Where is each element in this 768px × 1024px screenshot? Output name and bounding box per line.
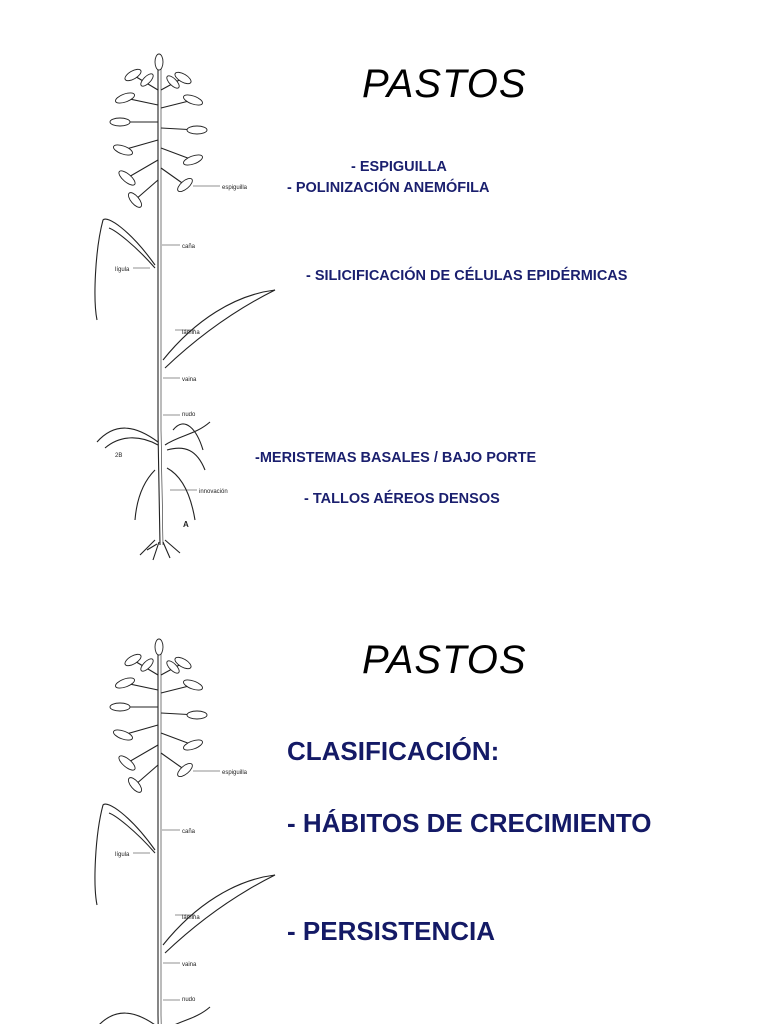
- label-cana: caña: [182, 244, 196, 250]
- grass-plant-illustration: [85, 635, 285, 1024]
- bullet-persistencia: - PERSISTENCIA: [287, 916, 496, 946]
- label-lamina: lámina: [182, 915, 200, 921]
- label-espiguilla: espiguilla: [222, 770, 248, 776]
- label-lamina: lámina: [182, 330, 200, 336]
- label-ligula: lígula: [115, 267, 130, 273]
- label-espiguilla: espiguilla: [222, 185, 248, 191]
- bullet-polinizacion: - POLINIZACIÓN ANEMÓFILA: [287, 180, 490, 196]
- slide-title: PASTOS: [362, 62, 527, 106]
- label-nudo: nudo: [182, 412, 196, 418]
- bullet-silicificacion: - SILICIFICACIÓN DE CÉLULAS EPIDÉRMICAS: [306, 268, 628, 284]
- label-figure-letter: A: [183, 520, 189, 529]
- label-ligula: lígula: [115, 852, 130, 858]
- slide-title: PASTOS: [362, 638, 527, 682]
- bullet-tallos: - TALLOS AÉREOS DENSOS: [304, 491, 500, 507]
- bullet-espiguilla: - ESPIGUILLA: [351, 159, 447, 175]
- label-nudo: nudo: [182, 997, 196, 1003]
- label-cana: caña: [182, 829, 196, 835]
- grass-plant-illustration: [85, 50, 285, 570]
- label-innovacion: innovación: [199, 489, 228, 495]
- label-vaina: vaina: [182, 962, 197, 968]
- slide-2: [0, 580, 768, 1024]
- label-figure-mark: 2B: [115, 453, 123, 459]
- bullet-meristemas: -MERISTEMAS BASALES / BAJO PORTE: [255, 450, 537, 466]
- bullet-habitos: - HÁBITOS DE CRECIMIENTO: [287, 808, 652, 838]
- classification-heading: CLASIFICACIÓN:: [287, 736, 500, 766]
- label-vaina: vaina: [182, 377, 197, 383]
